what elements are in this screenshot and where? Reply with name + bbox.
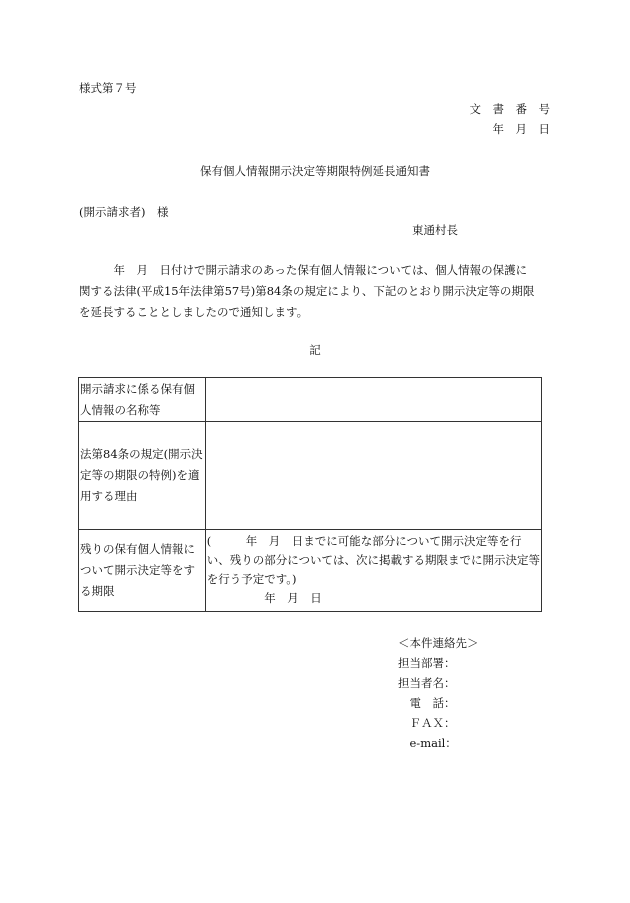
label-line: 用する理由 — [80, 489, 138, 503]
body-line: を延長することとしましたので通知します。 — [79, 305, 309, 319]
document-number-label: 文 書 番 号 — [469, 102, 550, 116]
table-row — [79, 530, 542, 612]
label-line: 法第84条の規定(開示決 — [80, 447, 203, 461]
contact-phone: 電 話： — [398, 696, 456, 710]
body-line: 年 月 日付けで開示請求のあった保有個人情報については、個人情報の保護に — [79, 263, 528, 277]
row-label — [79, 378, 206, 422]
value-line: ( 年 月 日までに可能な部分について開示決定等を行 — [206, 534, 522, 548]
date-label: 年 月 日 — [492, 122, 550, 136]
row-value — [205, 530, 541, 612]
label-line: る期限 — [80, 584, 115, 598]
value-line: 年 月 日 — [206, 591, 322, 605]
info-table — [78, 377, 542, 612]
label-line: ついて開示決定等をす — [80, 563, 195, 577]
ki-heading: 記 — [309, 343, 321, 357]
row-value — [205, 422, 541, 530]
sender: 東通村長 — [412, 223, 458, 237]
contact-department: 担当部署： — [398, 656, 456, 670]
body-line: 関する法律(平成15年法律第57号)第84条の規定により、下記のとおり開示決定等の期限 — [79, 284, 535, 298]
row-label — [79, 530, 206, 612]
contact-header: ＜本件連絡先＞ — [398, 636, 479, 650]
label-line: 人情報の名称等 — [80, 402, 161, 417]
table-row — [79, 422, 542, 530]
recipient: (開示請求者) 様 — [79, 205, 169, 219]
label-line: 残りの保有個人情報に — [80, 542, 195, 556]
row-value — [205, 378, 541, 422]
row-label — [79, 422, 206, 530]
contact-person: 担当者名： — [398, 676, 456, 690]
contact-block — [398, 633, 479, 753]
form-number: 様式第７号 — [79, 81, 137, 95]
contact-email: e-mail： — [398, 736, 457, 750]
body-paragraph — [79, 260, 551, 323]
label-line: 開示請求に係る保有個 — [80, 381, 195, 396]
value-line: い、残りの部分については、次に掲載する期限までに開示決定等 — [206, 553, 540, 567]
document-title: 保有個人情報開示決定等期限特例延長通知書 — [200, 164, 430, 178]
label-line: 定等の期限の特例)を適 — [80, 468, 200, 482]
contact-fax: ＦＡＸ： — [398, 716, 456, 730]
value-line: を行う予定です。) — [206, 572, 297, 586]
table-row — [79, 378, 542, 422]
